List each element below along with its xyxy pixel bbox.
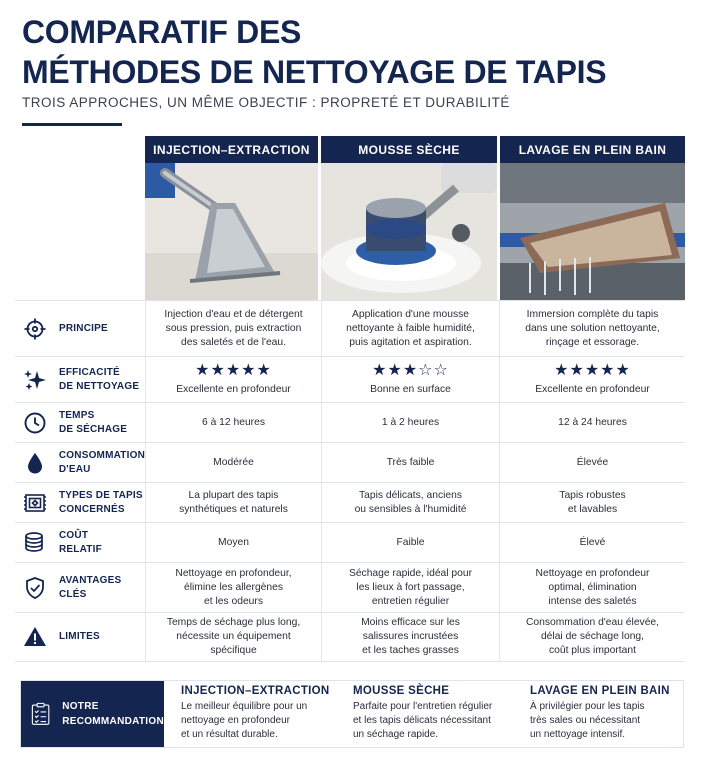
accent-rule [22, 123, 122, 126]
recommendation-bain [530, 685, 680, 742]
star-rating: ★★★★★ [554, 362, 631, 379]
star-rating: ★★★☆☆ [372, 362, 449, 379]
page-title [22, 12, 692, 92]
row-avantages [15, 562, 685, 612]
crosshair-icon [17, 311, 53, 347]
column-header-bain: LAVAGE EN PLEIN BAIN [500, 136, 685, 163]
row-principe [15, 300, 685, 356]
injection-extraction-illustration [145, 163, 318, 300]
cell-temps-injection: 6 à 12 heures [145, 403, 321, 442]
row-types-tapis [15, 482, 685, 522]
title-line-1: COMPARATIF DES [22, 14, 302, 50]
cell-efficacite-injection [145, 357, 321, 402]
checklist-icon [31, 697, 50, 731]
row-consommation-eau [15, 442, 685, 482]
warning-icon [17, 619, 53, 655]
row-label-eau: CONSOMMATION D'EAU [58, 449, 145, 475]
row-limites [15, 612, 685, 662]
row-efficacite [15, 356, 685, 402]
clock-icon [17, 405, 53, 441]
recommendation-title: INJECTION–EXTRACTION [181, 685, 330, 697]
full-immersion-wash-illustration [500, 163, 685, 300]
recommendation-panel [20, 680, 684, 748]
cell-limites-mousse: Moins efficace sur les salissures incrustées et les taches grasses [321, 613, 499, 661]
cell-eau-injection: Modérée [145, 443, 321, 482]
cell-principe-mousse: Application d'une mousse nettoyante à faible humidité, puis agitation et aspiration. [321, 301, 499, 356]
row-label-types: TYPES DE TAPIS CONCERNÉS [59, 489, 143, 515]
water-drop-icon [17, 445, 53, 481]
title-line-2: MÉTHODES DE NETTOYAGE DE TAPIS [22, 54, 607, 90]
dry-foam-machine-illustration [321, 163, 497, 300]
cell-limites-bain: Consommation d'eau élevée, délai de séchage long, coût plus important [499, 613, 685, 661]
cell-efficacite-mousse [321, 357, 499, 402]
cell-cout-mousse: Faible [321, 523, 499, 562]
cell-principe-bain: Immersion complète du tapis dans une solution nettoyante, rinçage et essorage. [499, 301, 685, 356]
recommendation-mousse [353, 685, 523, 742]
cell-temps-bain: 12 à 24 heures [499, 403, 685, 442]
row-cout-relatif [15, 522, 685, 562]
recommendation-title: MOUSSE SÈCHE [353, 685, 450, 697]
recommendation-text: Le meilleur équilibre pour un nettoyage en profondeur et un résultat durable. [181, 701, 308, 740]
rating-caption: Bonne en surface [370, 384, 451, 395]
recommendation-title: LAVAGE EN PLEIN BAIN [530, 685, 670, 697]
recommendation-badge [21, 681, 164, 747]
cell-efficacite-bain [499, 357, 685, 402]
coins-icon [17, 525, 53, 561]
row-label-avantages: AVANTAGES CLÉS [59, 574, 122, 600]
page-subtitle: TROIS APPROCHES, UN MÊME OBJECTIF : PROPRETÉ ET DURABILITÉ [22, 95, 510, 110]
star-rating: ★★★★★ [195, 362, 272, 379]
cell-principe-injection: Injection d'eau et de détergent sous pression, puis extraction des saletés et de l'eau. [145, 301, 321, 356]
rating-caption: Excellente en profondeur [535, 384, 650, 395]
cell-avantages-mousse: Séchage rapide, idéal pour les lieux à fort passage, entretien régulier [321, 563, 499, 612]
column-header-injection: INJECTION–EXTRACTION [145, 136, 318, 163]
cell-eau-bain: Élevée [499, 443, 685, 482]
row-label-temps: TEMPS DE SÉCHAGE [59, 409, 128, 435]
cell-avantages-bain: Nettoyage en profondeur optimal, élimination intense des saletés [499, 563, 685, 612]
row-label-principe: PRINCIPE [59, 322, 108, 334]
cell-cout-injection: Moyen [145, 523, 321, 562]
cell-temps-mousse: 1 à 2 heures [321, 403, 499, 442]
cell-types-injection: La plupart des tapis synthétiques et naturels [145, 483, 321, 522]
recommendation-injection [181, 685, 351, 742]
row-label-efficacite: EFFICACITÉ DE NETTOYAGE [59, 366, 140, 392]
cell-avantages-injection: Nettoyage en profondeur, élimine les allergènes et les odeurs [145, 563, 321, 612]
cell-eau-mousse: Très faible [321, 443, 499, 482]
rating-caption: Excellente en profondeur [176, 384, 291, 395]
cell-types-mousse: Tapis délicats, anciens ou sensibles à l'humidité [321, 483, 499, 522]
row-label-limites: LIMITES [59, 631, 100, 642]
row-label-cout: COÛT RELATIF [59, 529, 102, 555]
recommendation-text: Parfaite pour l'entretien régulier et les tapis délicats nécessitant un séchage rapide. [353, 701, 493, 740]
sparkle-icon [17, 362, 53, 398]
row-temps-sechage [15, 402, 685, 442]
recommendation-text: À privilégier pour les tapis très sales ou nécessitant un nettoyage intensif. [530, 701, 645, 740]
column-header-mousse: MOUSSE SÈCHE [321, 136, 497, 163]
shield-check-icon [17, 570, 53, 606]
cell-limites-injection: Temps de séchage plus long, nécessite un équipement spécifique [145, 613, 321, 661]
cell-cout-bain: Élevé [499, 523, 685, 562]
recommendation-badge-label: NOTRE RECOMMANDATION [62, 701, 164, 727]
cell-types-bain: Tapis robustes et lavables [499, 483, 685, 522]
rug-icon [17, 485, 53, 521]
